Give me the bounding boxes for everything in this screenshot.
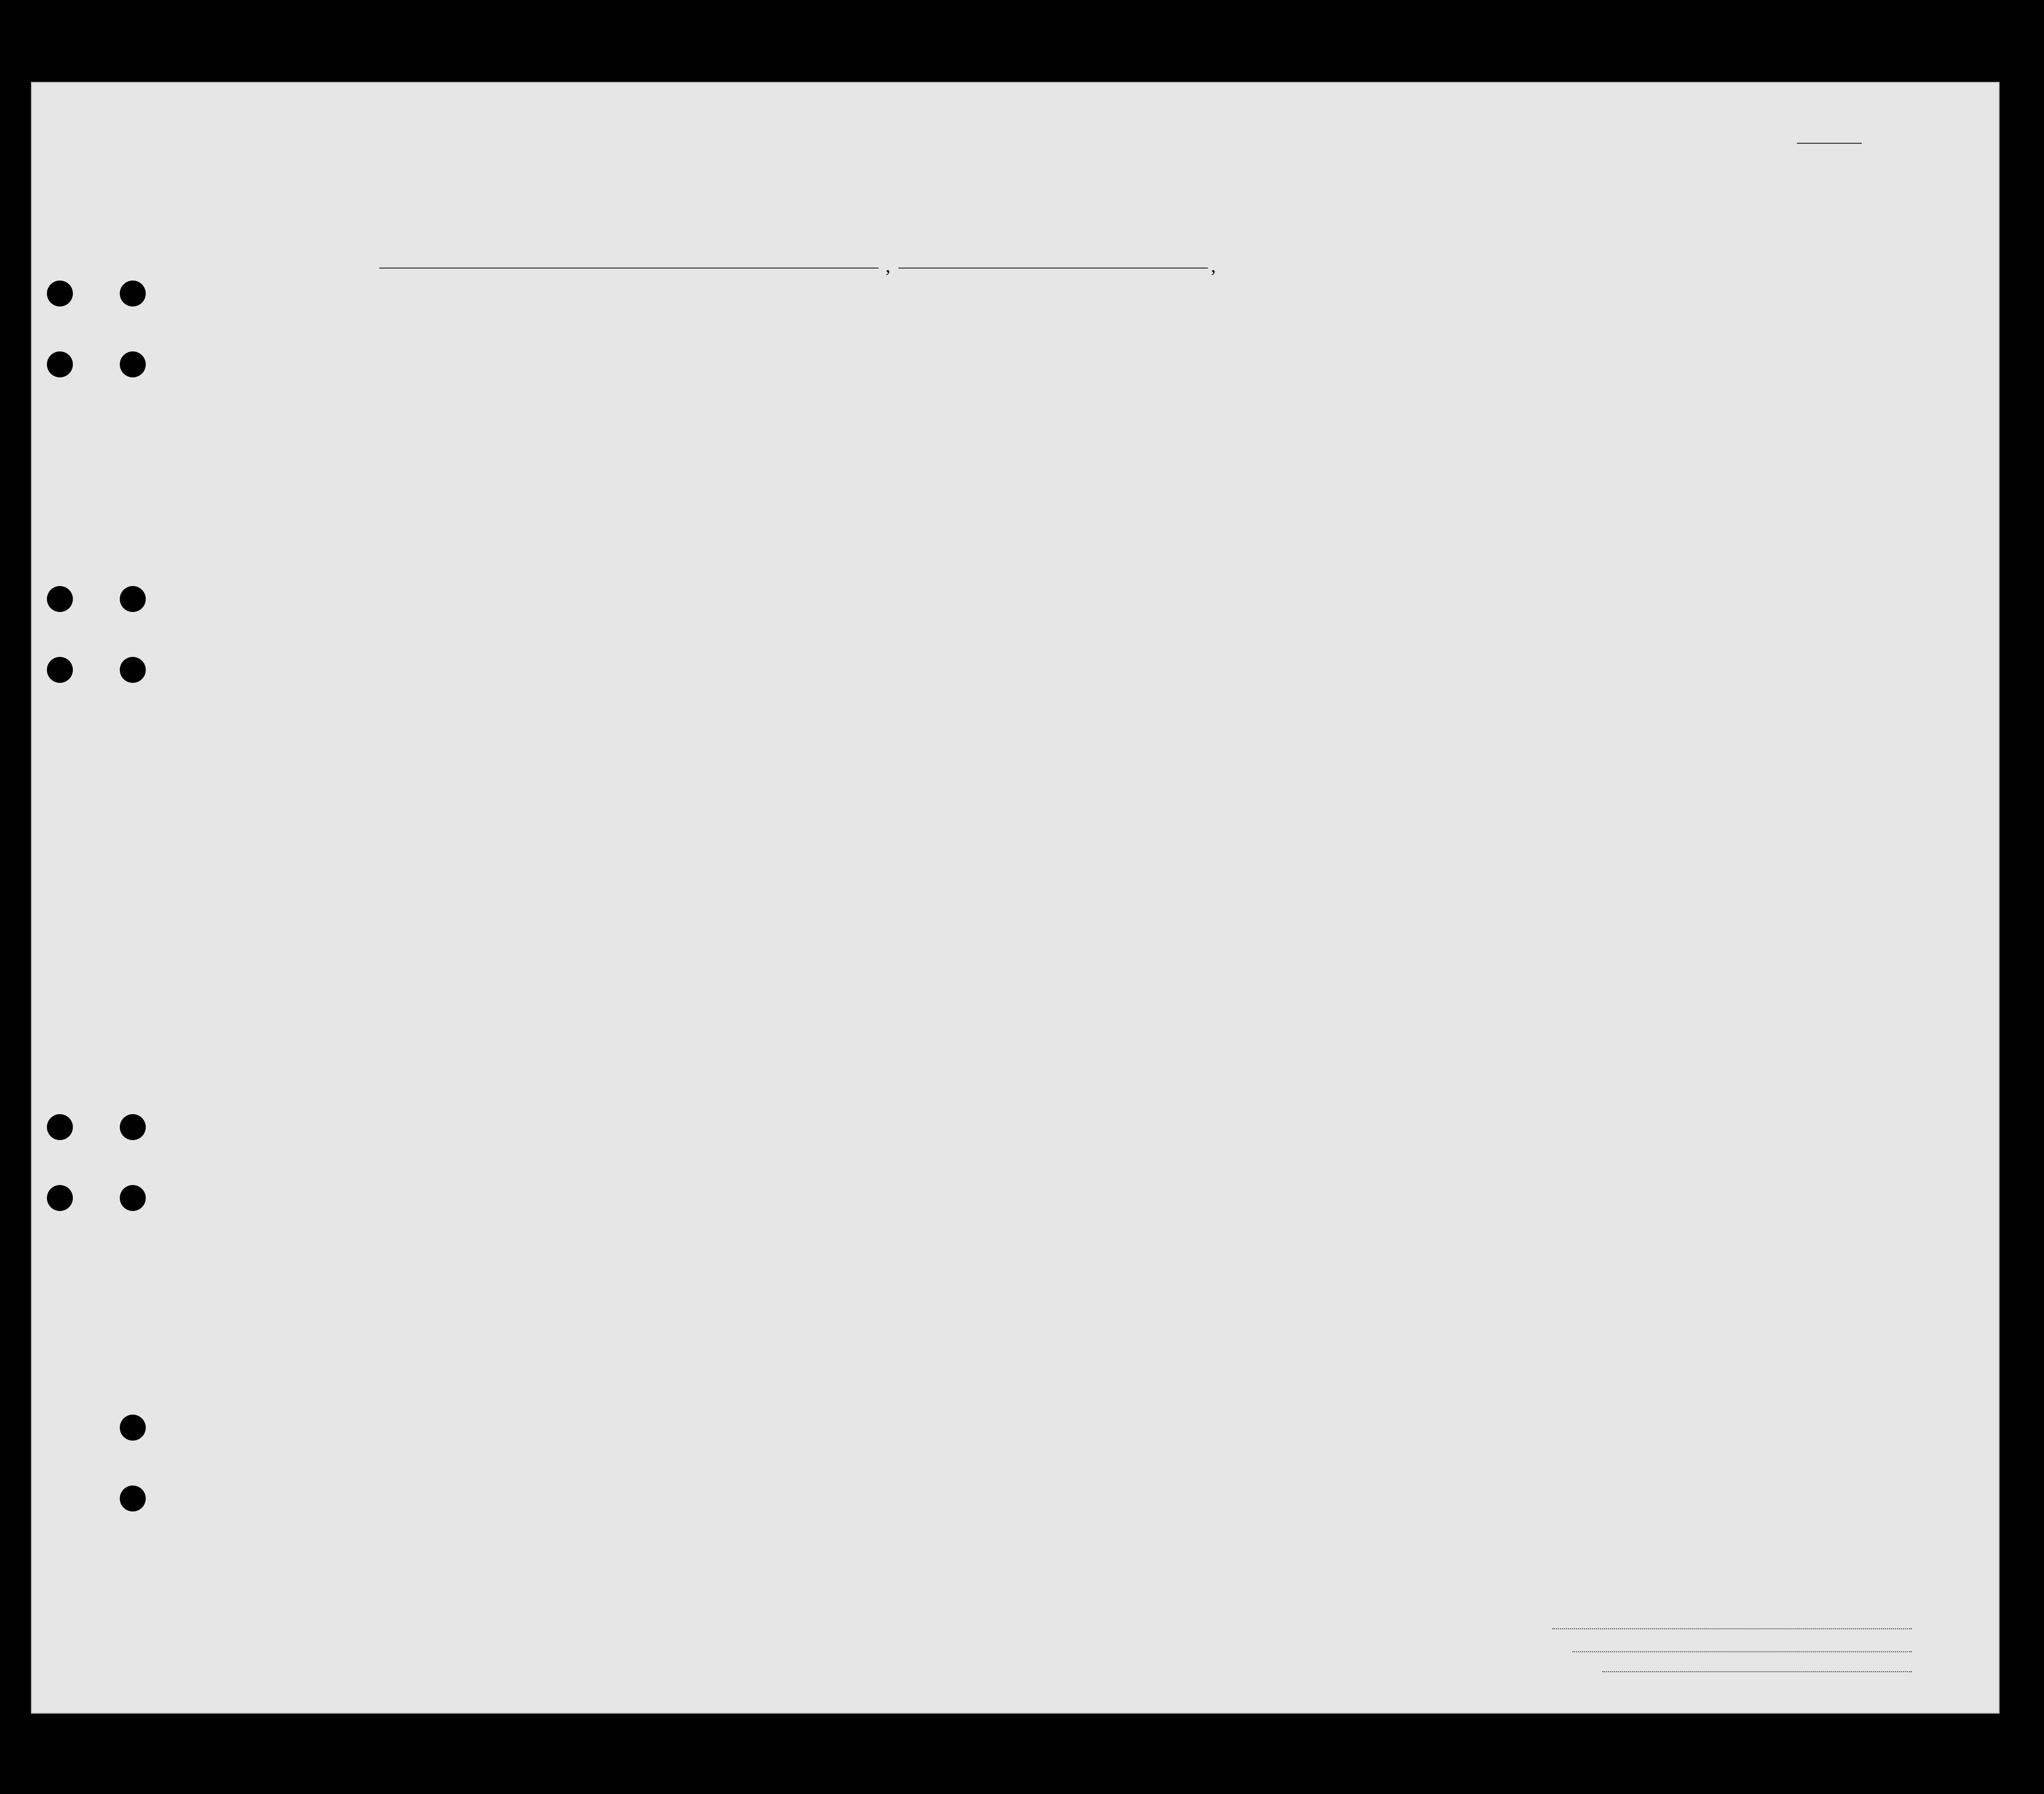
owners-dots xyxy=(1572,1651,1912,1652)
comma: , xyxy=(885,254,890,277)
agents-dots xyxy=(1602,1671,1912,1672)
port-line xyxy=(379,268,878,269)
line-dots xyxy=(1552,1628,1912,1629)
date-line xyxy=(898,268,1208,269)
list-number-line xyxy=(1797,143,1862,144)
comma: , xyxy=(1211,254,1216,277)
